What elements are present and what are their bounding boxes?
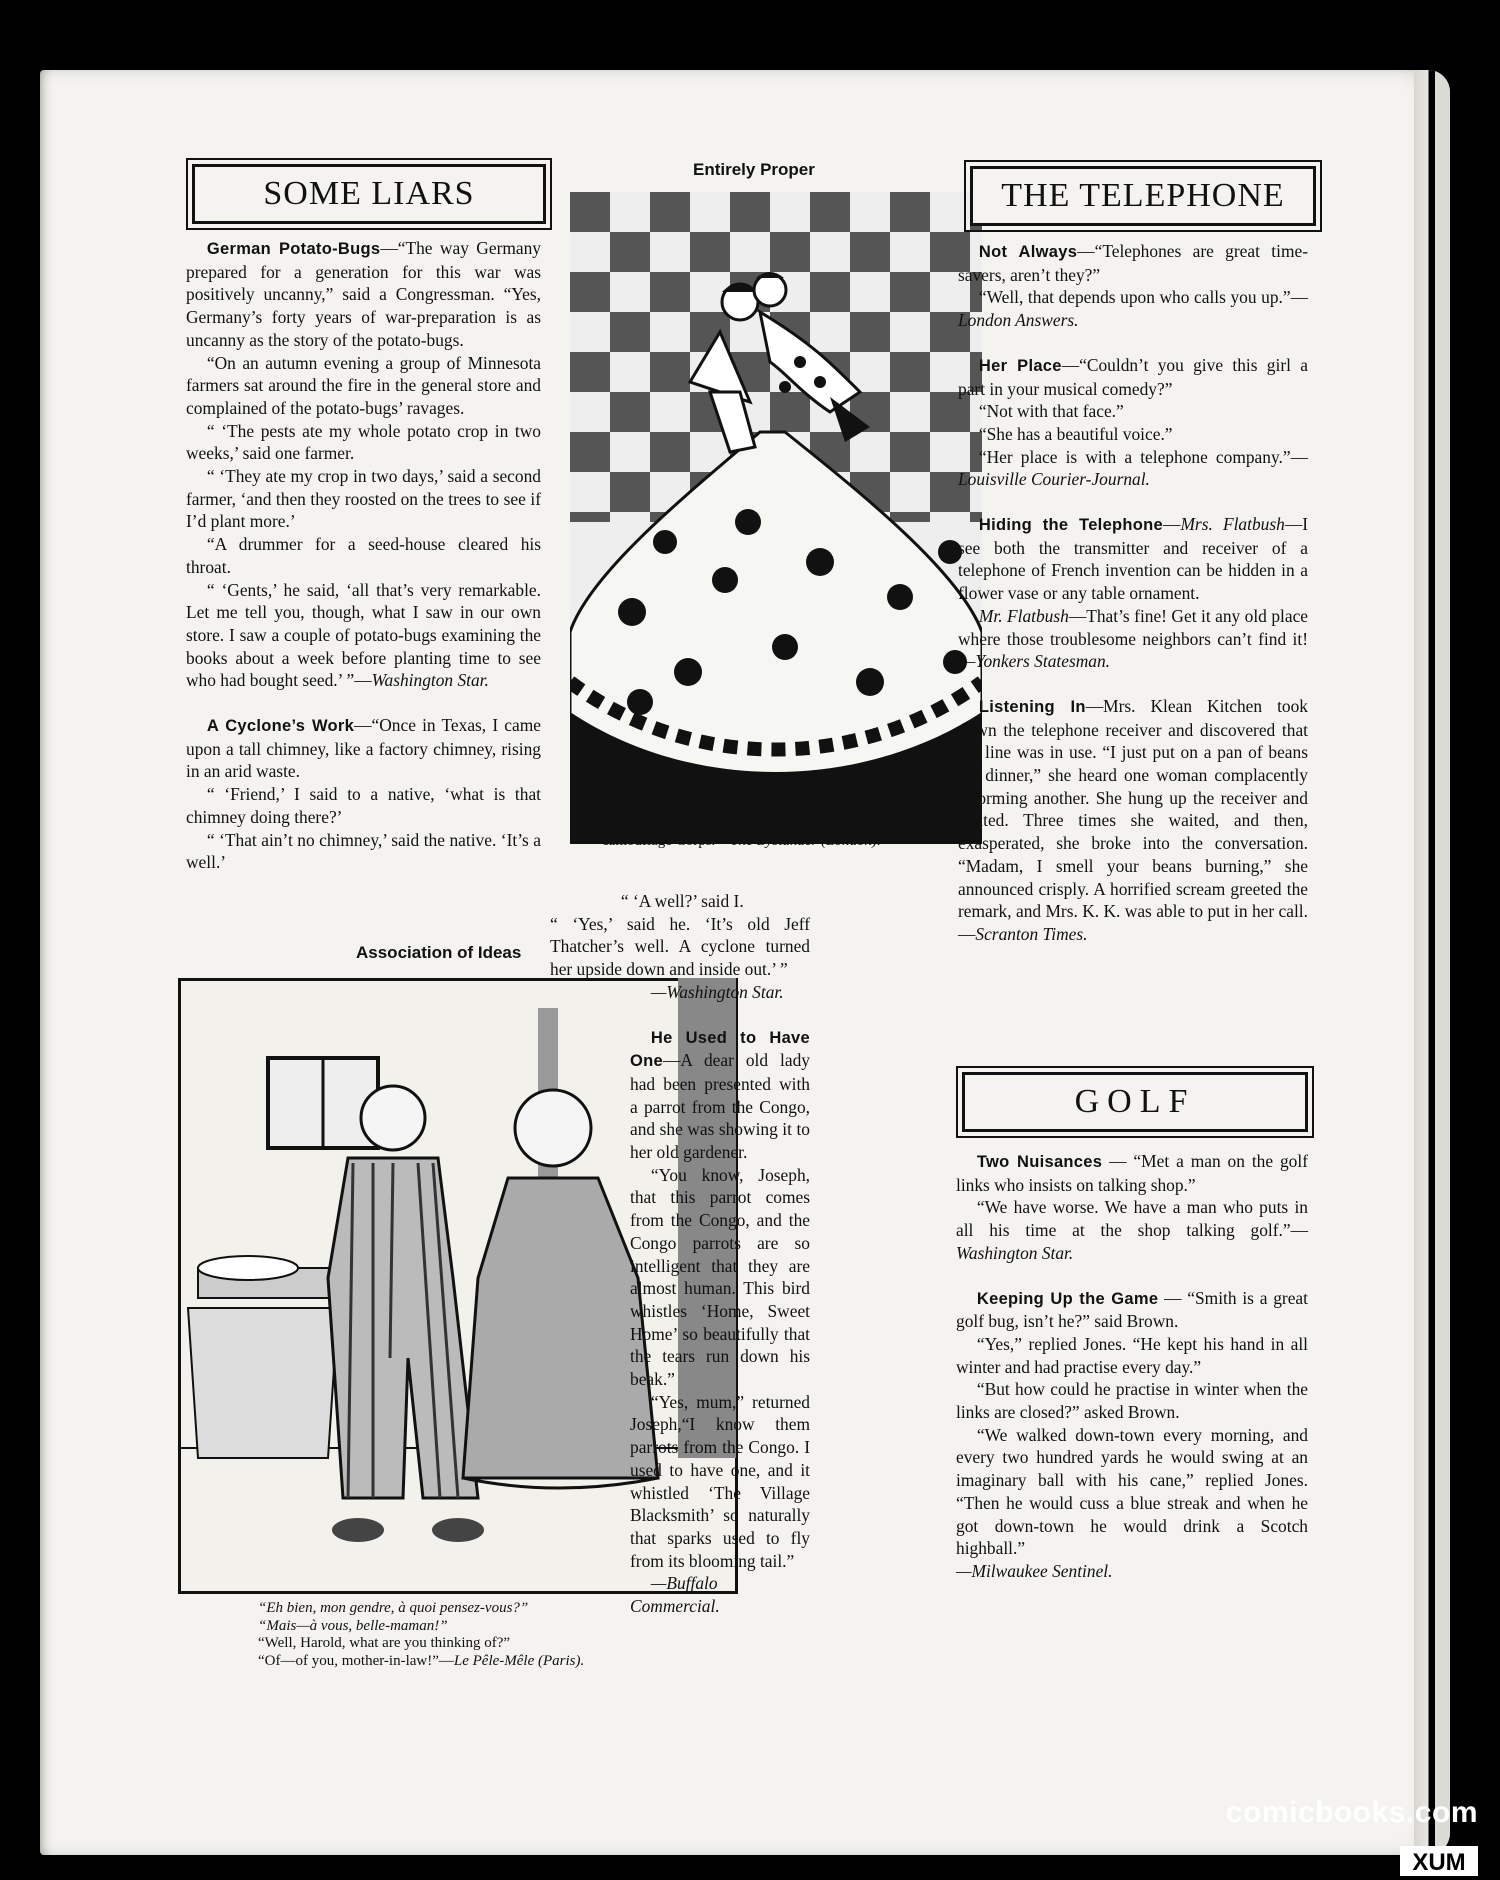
paragraph: He Used to Have One—A dear old lady had been presented with a parrot from the Congo, and she was showing it to her old gardener.: [630, 1028, 810, 1163]
paragraph: “ ‘Yes,’ said he. ‘It’s old Jeff Thatcher’s well. A cyclone turned her upside down and inside out.’ ”: [550, 913, 810, 980]
run-in-head: Two Nuisances: [976, 1153, 1103, 1171]
paragraph: Not Always—“Telephones are great time-savers, aren’t they?”: [958, 241, 1308, 285]
paragraph: “Yes, mum,” returned Joseph,“I know them parrots from the Congo. I used to have one, and it whistled ‘The Village Blacksmith’ so naturally that sparks used to fly from its blooming tail.”: [630, 1391, 810, 1571]
column-some-liars: [186, 237, 541, 874]
run-in-head: He Used to Have One: [630, 1028, 810, 1071]
paragraph: “Yes,” replied Jones. “He kept his hand in all winter and had practise every day.”: [956, 1333, 1308, 1377]
paragraph: “On an autumn evening a group of Minnesota farmers sat around the fire in the general store and complained of the potato-bugs’ ravages.: [186, 352, 541, 418]
run-in-head: Keeping Up the Game: [976, 1289, 1159, 1308]
some-liars-heading: SOME LIARS: [192, 164, 546, 224]
site-watermark: comicbooks.com: [1225, 1796, 1478, 1829]
caption-association-of-ideas: “Eh bien, mon gendre, à quoi pensez-vous?” “Mais—à vous, belle-maman!” “Well, Harold, what are you thinking of?” “Of—of you, mother-in-law!”—Le Pêle-Mêle (Paris).: [258, 1600, 585, 1669]
source-credit: —Washington Star.: [650, 981, 784, 1002]
paragraph: “ ‘The pests ate my whole potato crop in two weeks,’ said one farmer.: [186, 420, 541, 464]
run-in-head: A Cyclone’s Work: [206, 717, 355, 736]
scan-badge: XUM: [1400, 1846, 1478, 1876]
paragraph: “She has a beautiful voice.”: [978, 423, 1173, 444]
column-middle-text: [550, 890, 810, 1618]
source-credit: Scranton Times.: [975, 923, 1088, 944]
run-in-head: Hiding the Telephone: [978, 516, 1164, 535]
cartoon-entirely-proper: [570, 192, 982, 844]
paragraph: Keeping Up the Game — “Smith is a great golf bug, isn’t he?” said Brown.: [956, 1287, 1308, 1332]
paragraph: Mr. Flatbush—That’s fine! Get it any old place where those troublesome neighbors can’t find it!—Yonkers Statesman.: [958, 605, 1309, 672]
run-in-head: Not Always: [978, 243, 1078, 261]
paragraph: Hiding the Telephone—Mrs. Flatbush—I see both the transmitter and receiver of a telephone of French invention can be hidden in a flower vase or any table ornament.: [958, 514, 1308, 604]
paragraph: Two Nuisances — “Met a man on the golf links who insists on talking shop.”: [956, 1151, 1308, 1195]
paragraph: [630, 1572, 810, 1617]
source-credit: Washington Star.: [371, 670, 489, 691]
paragraph: “Not with that face.”: [978, 401, 1124, 422]
source-credit: —Milwaukee Sentinel.: [956, 1560, 1113, 1581]
paragraph: “ ‘They ate my crop in two days,’ said a second farmer, ‘and then they roosted on the trees to see if I’d plant more.’: [186, 466, 541, 532]
paragraph: “ ‘Gents,’ he said, ‘all that’s very remarkable. Let me tell you, though, what I saw in our own store. I saw a couple of potato-bugs examining the books about a week before planting time to see who had bought seed.’ ”—Washington Star.: [186, 579, 541, 691]
column-telephone: [958, 240, 1308, 946]
telephone-heading: THE TELEPHONE: [970, 166, 1316, 226]
paragraph: Listening In—Mrs. Klean Kitchen took down the telephone receiver and discovered that the line was in use. “I just put on a pan of beans for dinner,” she heard one woman complacently informing another. She hung up the receiver and waited. Three times she waited, and then, exasperated, she broke into the conversation. “Madam, I smell your beans burning,” she announced crisply. A horrified scream greeted the remark, and Mrs. K. K. was able to put in her call.—Scranton Times.: [958, 695, 1308, 944]
page-edge: [1414, 70, 1450, 1855]
paragraph: “We walked down-town every morning, and every two hundred yards he would swing at an imaginary ball with his cane,” replied Jones. “Then he would cuss a blue streak and when he got down-town he would drink a Scotch highball.”: [956, 1424, 1308, 1559]
paragraph: Her Place—“Couldn’t you give this girl a part in your musical comedy?”: [958, 354, 1308, 399]
paragraph: “ ‘That ain’t no chimney,’ said the native. ‘It’s a well.’: [186, 829, 541, 873]
source-credit: Washington Star.: [956, 1242, 1074, 1263]
paragraph: “Well, that depends upon who calls you up.”—London Answers.: [958, 287, 1308, 331]
figure-title-entirely-proper: Entirely Proper: [693, 160, 815, 179]
paragraph: [630, 981, 810, 1004]
paragraph: “ ‘Friend,’ I said to a native, ‘what is that chimney doing there?’: [186, 784, 541, 827]
caption-entirely-proper: She—I don’t think we should be rigged up like this in war-times. He—Why not? The artist who made us is in the British camouflage Corps.—The Bystander (London).: [602, 780, 974, 849]
source-credit: London Answers.: [958, 310, 1079, 331]
source-credit: —Buffalo Commercial.: [630, 1573, 720, 1617]
run-in-head: German Potato-Bugs: [206, 240, 381, 258]
figure-title-association-of-ideas: Association of Ideas: [356, 943, 522, 962]
run-in-head: Listening In: [978, 697, 1086, 716]
paragraph: “We have worse. We have a man who puts in all his time at the shop talking golf.”—Washington Star.: [956, 1197, 1308, 1263]
source-credit: Louisville Courier-Journal.: [958, 469, 1150, 490]
paragraph: [956, 1560, 1308, 1583]
column-golf: [956, 1150, 1308, 1583]
paragraph: “Her place is with a telephone company.”—Louisville Courier-Journal.: [958, 446, 1308, 490]
paragraph: “You know, Joseph, that this parrot comes from the Congo, and the Congo parrots are so intelligent that they are almost human. This bird whistles ‘Home, Sweet Home’ so beautifully that the tears run down his beak.”: [630, 1164, 810, 1390]
paragraph: German Potato-Bugs—“The way Germany prepared for a generation for this war was positively uncanny,” said a Congressman. “Yes, Germany’s forty years of war-preparation is as uncanny as the story of the potato-bugs.: [186, 238, 541, 350]
paragraph: “ ‘A well?’ said I.: [620, 891, 744, 911]
paragraph: “A drummer for a seed-house cleared his throat.: [186, 534, 541, 577]
run-in-head: Her Place: [978, 356, 1062, 375]
paragraph: “But how could he practise in winter when the links are closed?” asked Brown.: [956, 1379, 1308, 1423]
paragraph: A Cyclone’s Work—“Once in Texas, I came upon a tall chimney, like a factory chimney, rising in an arid waste.: [186, 715, 541, 782]
magazine-page: [40, 70, 1450, 1855]
source-credit: Yonkers Statesman.: [975, 651, 1111, 672]
golf-heading: GOLF: [962, 1072, 1308, 1132]
